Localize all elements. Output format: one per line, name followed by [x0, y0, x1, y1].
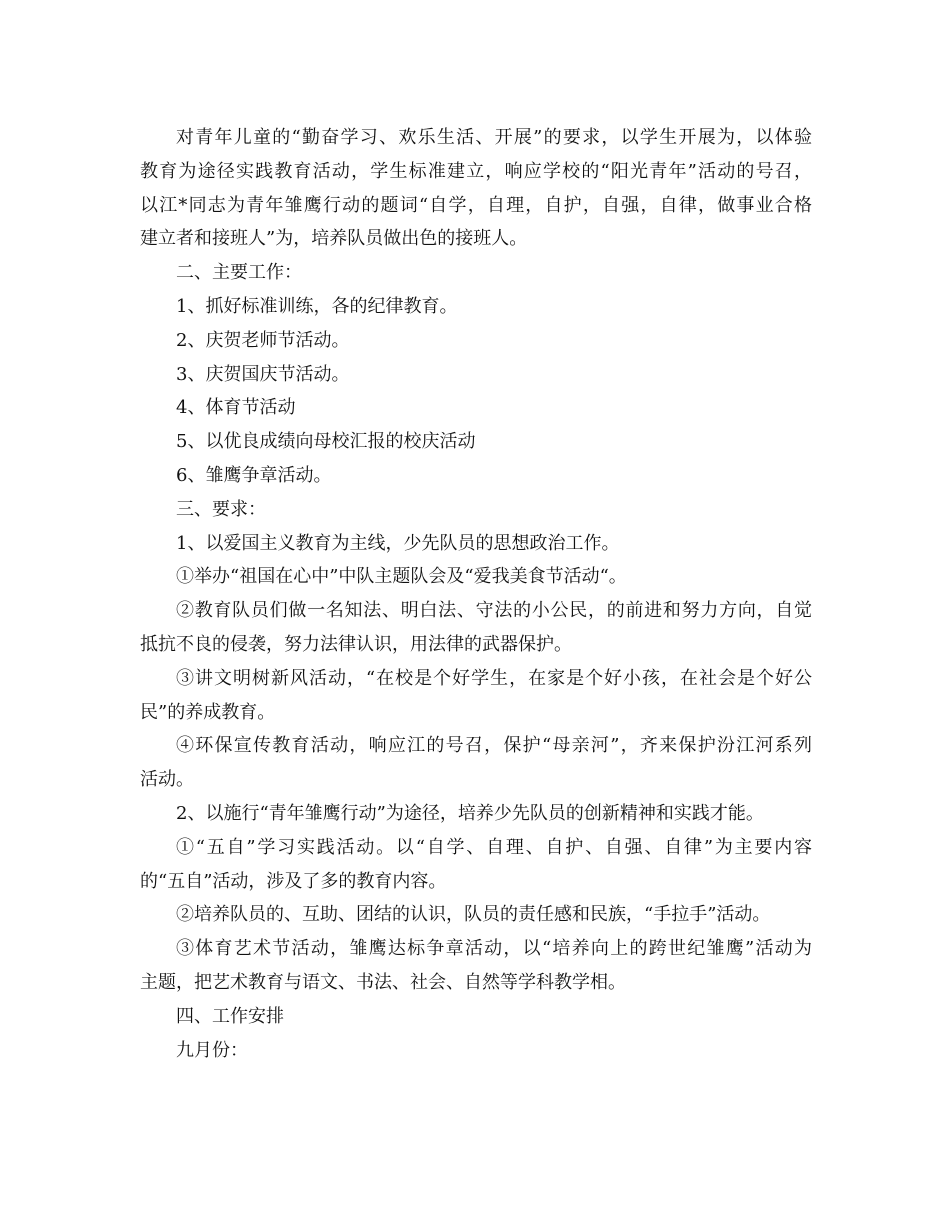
text-line: 二、主要工作：: [176, 262, 302, 284]
text-line: 抵抗不良的侵袭，努力法律认识，用法律的武器保护。: [140, 633, 572, 655]
text-line: 的“五自”活动，涉及了多的教育内容。: [140, 870, 447, 892]
text-line: 6、雏鹰争章活动。: [176, 464, 332, 486]
text-line: 民”的养成教育。: [140, 701, 276, 723]
text-line: 活动。: [140, 769, 194, 791]
text-line: ④环保宣传教育活动，响应江的号召，保护“母亲河”，齐来保护汾江河系列: [176, 735, 812, 757]
text-line: 2、以施行“青年雏鹰行动”为途径，培养少先队员的创新精神和实践才能。: [176, 802, 764, 824]
text-line: 4、体育节活动: [176, 397, 296, 419]
text-line: 三、要求：: [176, 498, 266, 520]
document-body: [140, 121, 812, 1067]
text-line: ②培养队员的、互助、团结的认识，队员的责任感和民族，“手拉手”活动。: [176, 904, 771, 926]
text-line: ③讲文明树新风活动，“在校是个好学生，在家是个好小孩，在社会是个好公: [176, 667, 812, 689]
text-line: 四、工作安排: [176, 1005, 284, 1027]
text-line: 九月份：: [176, 1039, 248, 1061]
text-line: 1、抓好标准训练，各的纪律教育。: [176, 295, 458, 317]
text-line: ①举办“祖国在心中”中队主题队会及“爱我美食节活动“。: [176, 566, 627, 588]
text-line: ②教育队员们做一名知法、明白法、守法的小公民，的前进和努力方向，自觉: [176, 600, 812, 622]
text-line: 对青年儿童的“勤奋学习、欢乐生活、开展”的要求，以学生开展为，以体验: [176, 127, 812, 148]
text-line: 主题，把艺术教育与语文、书法、社会、自然等学科教学相。: [140, 971, 626, 993]
text-line: 以江*同志为青年雏鹰行动的题词“自学，自理，自护，自强，自律，做事业合格: [140, 194, 812, 216]
text-line: 建立者和接班人”为，培养队员做出色的接班人。: [140, 228, 528, 250]
text-line: 2、庆贺老师节活动。: [176, 329, 350, 351]
text-line: 教育为途径实践教育活动，学生标准建立，响应学校的“阳光青年”活动的号召，: [140, 160, 812, 182]
text-line: ③体育艺术节活动，雏鹰达标争章活动，以“培养向上的跨世纪雏鹰”活动为: [176, 938, 812, 960]
text-line: 3、庆贺国庆节活动。: [176, 363, 350, 385]
text-line: 1、以爱国主义教育为主线，少先队员的思想政治工作。: [176, 532, 620, 554]
text-line: 5、以优良成绩向母校汇报的校庆活动: [176, 431, 476, 453]
text-line: ①“五自”学习实践活动。以“自学、自理、自护、自强、自律”为主要内容: [176, 836, 812, 858]
